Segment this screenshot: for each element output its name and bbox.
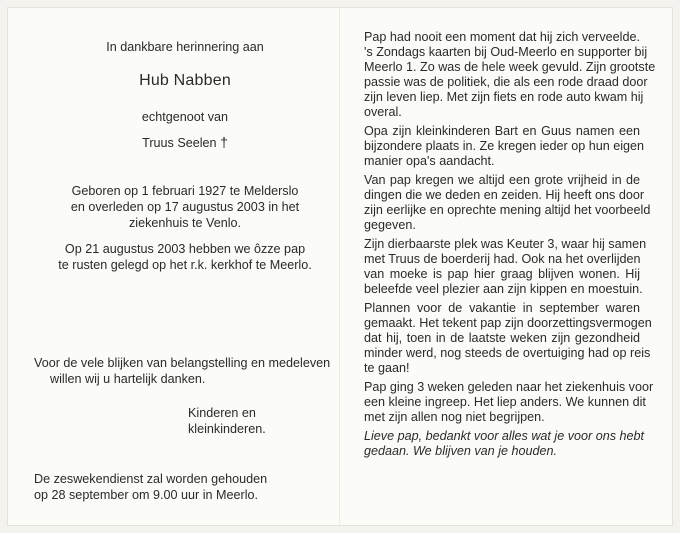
paragraph-farm — [364, 237, 647, 297]
signature-line-2: kleinkinderen. — [188, 422, 266, 436]
text-line: beleefde veel plezier aan zijn kippen en moestuin. — [364, 282, 643, 296]
text-line: Meerlo 1. Zo was de hele week gevuld. Zijn grootste — [364, 60, 656, 74]
paragraph-grandchildren — [364, 124, 645, 169]
burial-line-1: Op 21 augustus 2003 hebben we ôzze pap — [64, 242, 306, 256]
spouse-line — [40, 134, 330, 151]
text-line: bijzondere plaats in. Ze kregen ieder op hun eigen — [364, 139, 645, 153]
text-line: Pap ging 3 weken geleden naar het ziekenhuis voor — [364, 380, 654, 394]
text-line: gegeven. — [364, 218, 416, 232]
text-line: te gaan! — [364, 361, 410, 375]
birth-line-3: ziekenhuis te Venlo. — [128, 216, 242, 230]
closing-message — [364, 429, 645, 459]
thanks-line-2: willen wij u hartelijk danken. — [50, 372, 206, 386]
cross-icon: † — [220, 134, 228, 150]
birth-line-1: Geboren op 1 februari 1927 te Melderslo — [71, 184, 299, 198]
text-line: Van pap kregen we altijd een grote vrijheid in de — [364, 173, 640, 187]
right-panel-text — [364, 30, 656, 463]
text-line: Zijn dierbaarste plek was Keuter 3, waar hij samen — [364, 237, 647, 251]
text-line: zijn eerlijke en oprechte mening altijd het voorbeeld — [364, 203, 651, 217]
text-line: dingen die we deden en zeiden. Hij heeft ons door — [364, 188, 645, 202]
service-line-2: op 28 september om 9.00 uur in Meerlo. — [34, 488, 259, 502]
relation-text: echtgenoot van — [141, 110, 229, 124]
text-line: Lieve pap, bedankt voor alles wat je voor ons hebt — [364, 429, 645, 443]
card-fold — [339, 8, 340, 525]
paragraph-plans — [364, 301, 652, 376]
text-line: minder werd, nog steeds de overtuiging had op reis — [364, 346, 651, 360]
thanks-line-1: Voor de vele blijken van belangstelling en medeleven — [34, 356, 331, 370]
burial-line-2: te rusten gelegd op het r.k. kerkhof te Meerlo. — [58, 258, 312, 272]
text-line: Plannen voor de vakantie in september waren — [364, 301, 640, 315]
text-line: dat hij, toen in de laatste weken zijn gezondheid — [364, 331, 640, 345]
paragraph-freedom — [364, 173, 651, 233]
text-line: overal. — [364, 105, 402, 119]
text-line: Pap had nooit een moment dat hij zich verveelde. — [364, 30, 640, 44]
text-line: manier opa's aandacht. — [364, 154, 495, 168]
service-line-1: De zeswekendienst zal worden gehouden — [34, 472, 268, 486]
text-line: van moeke is pap hier graag blijven wonen. Hij — [364, 267, 640, 281]
text-line: met Truus de boerderij had. Ook na het overlijden — [364, 252, 641, 266]
text-line: passie was de politiek, die als een rode draad door — [364, 75, 648, 89]
text-line: 's Zondags kaarten bij Oud-Meerlo en supporter bij — [364, 45, 648, 59]
spouse-name: Truus Seelen — [142, 136, 217, 150]
text-line: gedaan. We blijven van je houden. — [364, 444, 558, 458]
text-line: Opa zijn kleinkinderen Bart en Guus namen een — [364, 124, 640, 138]
intro-text: In dankbare herinnering aan — [106, 40, 264, 54]
text-line: gemaakt. Het tekent pap zijn doorzettingsvermogen — [364, 316, 652, 330]
birth-line-2: en overleden op 17 augustus 2003 in het — [70, 200, 300, 214]
text-line: een kleine ingreep. Het liep anders. We kunnen dit — [364, 395, 646, 409]
deceased-name: Hub Nabben — [139, 72, 231, 89]
paragraph-hobbies — [364, 30, 656, 120]
paragraph-hospital — [364, 380, 654, 425]
signature-line-1: Kinderen en — [188, 406, 256, 420]
text-line: met zijn allen nog niet begrijpen. — [364, 410, 545, 424]
text-line: zijn leven liep. Met zijn fiets en rode auto kwam hij — [364, 90, 644, 104]
